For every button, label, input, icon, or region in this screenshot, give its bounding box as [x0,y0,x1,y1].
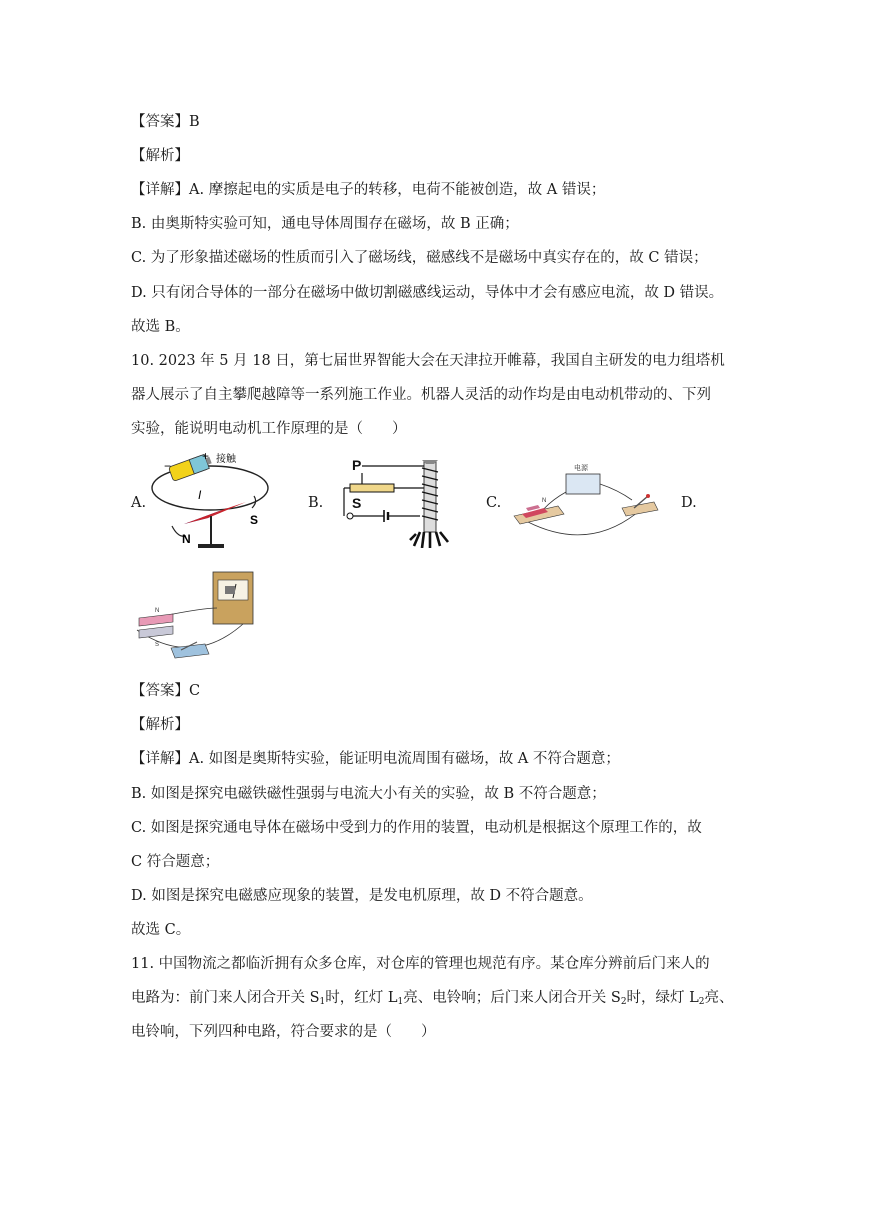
q10-stem-line-2: 器人展示了自主攀爬越障等一系列施工作业。机器人灵活的动作均是由电动机带动的、下列 [131,387,711,403]
figure-a-oersted [148,450,273,555]
q9-answer: 【答案】B [131,114,200,130]
q9-conclusion: 故选 B。 [131,319,190,335]
q11-stem-line-2: 电路为：前门来人闭合开关 $S_1$时，红灯 $L_1$亮、电铃响；后门来人闭合开关 $S_2$时，绿灯 $L_2$亮、 [131,990,734,1007]
figure-c-motor-apparatus [508,462,663,540]
switch-s-label: S [352,495,362,511]
q10-stem-line-3: 实验，能说明电动机工作原理的是（ ） [131,421,407,437]
q10-analysis-heading: 【解析】 [131,717,189,733]
q10-detail-a: 【详解】A. 如图是奥斯特实验，能证明电流周围有磁场，故 A 不符合题意； [131,751,620,767]
north-label: N [182,532,191,546]
q10-detail-d: D. 如图是探究电磁感应现象的装置，是发电机原理，故 D 不符合题意。 [131,888,593,904]
q10-answer: 【答案】C [131,683,201,699]
current-label: I [198,488,202,502]
figure-d-induction-apparatus [133,568,258,666]
minus-sign: − [164,459,172,473]
magnet-n-label: N [155,608,160,614]
q9-detail-d: D. 只有闭合导体的一部分在磁场中做切割磁感线运动，导体中才会有感应电流，故 D 错误。 [131,285,724,301]
magnet-n-label: N [542,498,547,504]
q10-detail-c-line-2: C 符合题意； [131,854,220,870]
q10-detail-c-line-1: C. 如图是探究通电导体在磁场中受到力的作用的装置，电动机是根据这个原理工作的，故 [131,820,702,836]
power-supply-label: 电源 [574,465,588,472]
option-a-label: A. [131,495,147,511]
south-label: S [250,513,259,527]
q9-analysis-heading: 【解析】 [131,148,189,164]
rheostat-p-label: P [352,457,362,473]
q11-stem-line-3: 电铃响，下列四种电路，符合要求的是（ ） [131,1024,436,1040]
q10-stem-line-1: 10. 2023 年 5 月 18 日，第七届世界智能大会在天津拉开帷幕，我国自主研发的电力组塔机 [131,353,725,369]
q9-detail-c: C. 为了形象描述磁场的性质而引入了磁场线，磁感线不是磁场中真实存在的，故 C 错误； [131,250,708,266]
q10-detail-b: B. 如图是探究电磁铁磁性强弱与电流大小有关的实验，故 B 不符合题意； [131,786,606,802]
plus-sign: + [202,450,210,463]
q11-stem-line-1: 11. 中国物流之都临沂拥有众多仓库，对仓库的管理也规范有序。某仓库分辨前后门来人的 [131,956,710,972]
option-c-label: C. [486,495,502,511]
magnet-s-label: S [155,642,160,648]
contact-label: 接触 [216,454,236,465]
option-d-label: D. [681,495,697,511]
q9-detail-b: B. 由奥斯特实验可知，通电导体周围存在磁场，故 B 正确； [131,216,519,232]
option-b-label: B. [308,495,324,511]
q9-detail-a: 【详解】A. 摩擦起电的实质是电子的转移，电荷不能被创造，故 A 错误； [131,182,606,198]
q10-conclusion: 故选 C。 [131,922,191,938]
figure-b-electromagnet [330,456,450,548]
